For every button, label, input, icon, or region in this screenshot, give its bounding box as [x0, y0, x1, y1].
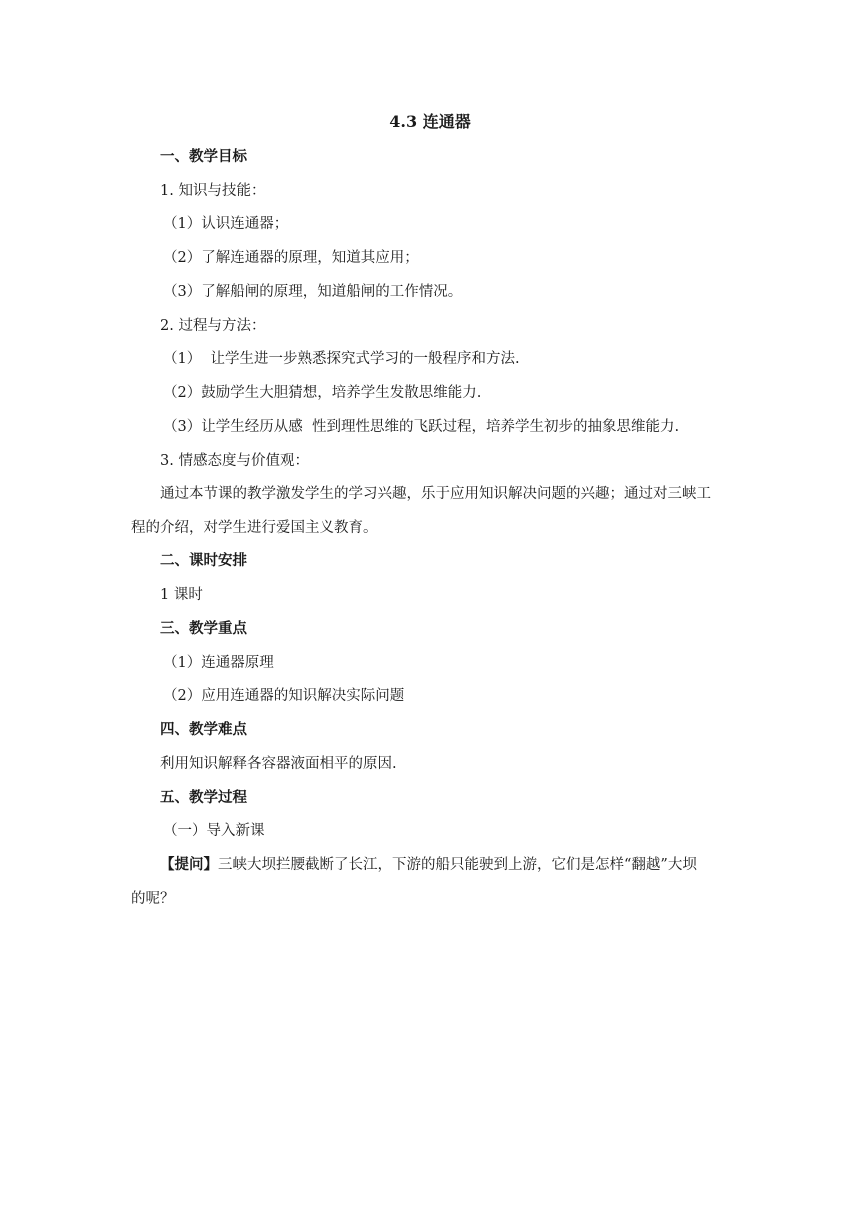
list-item: （2）鼓励学生大胆猜想，培养学生发散思维能力.: [163, 385, 482, 401]
paragraph-line: 的呢？: [131, 891, 175, 907]
section-heading-difficulties: 四、教学难点: [160, 721, 247, 738]
list-item: （1） 让学生进一步熟悉探究式学习的一般程序和方法.: [163, 351, 520, 367]
section-heading-schedule: 二、课时安排: [160, 552, 247, 569]
list-item: （2）应用连通器的知识解决实际问题: [163, 688, 405, 704]
question-tag: 【提问】: [160, 856, 218, 873]
list-item: （2）了解连通器的原理，知道其应用；: [163, 250, 419, 266]
list-item: （1）认识连通器；: [163, 216, 289, 232]
schedule-text: 1 课时: [160, 587, 203, 603]
section-heading-key-points: 三、教学重点: [160, 620, 247, 637]
list-item: （3）了解船闸的原理，知道船闸的工作情况。: [163, 284, 463, 300]
list-item: （1）连通器原理: [163, 655, 274, 671]
subheading-attitude-values: 3. 情感态度与价值观：: [160, 453, 309, 469]
subheading-process-method: 2. 过程与方法：: [160, 318, 266, 334]
section-heading-objectives: 一、教学目标: [160, 148, 247, 165]
paragraph-line: [0, 855, 860, 875]
difficulty-text: 利用知识解释各容器液面相平的原因.: [160, 756, 397, 772]
subheading-introduction: （一）导入新课: [163, 823, 265, 839]
question-text: 三峡大坝拦腰截断了长江，下游的船只能驶到上游，它们是怎样“翻越”大坝: [218, 857, 697, 873]
subheading-knowledge-skills: 1. 知识与技能：: [160, 183, 266, 199]
list-item: （3）让学生经历从感 性到理性思维的飞跃过程，培养学生初步的抽象思维能力.: [163, 419, 680, 435]
section-heading-process: 五、教学过程: [160, 789, 247, 806]
paragraph-line: 通过本节课的教学激发学生的学习兴趣，乐于应用知识解决问题的兴趣；通过对三峡工: [160, 486, 711, 502]
paragraph-line: 程的介绍，对学生进行爱国主义教育。: [131, 520, 378, 536]
page-title: 4.3 连通器: [389, 112, 471, 131]
